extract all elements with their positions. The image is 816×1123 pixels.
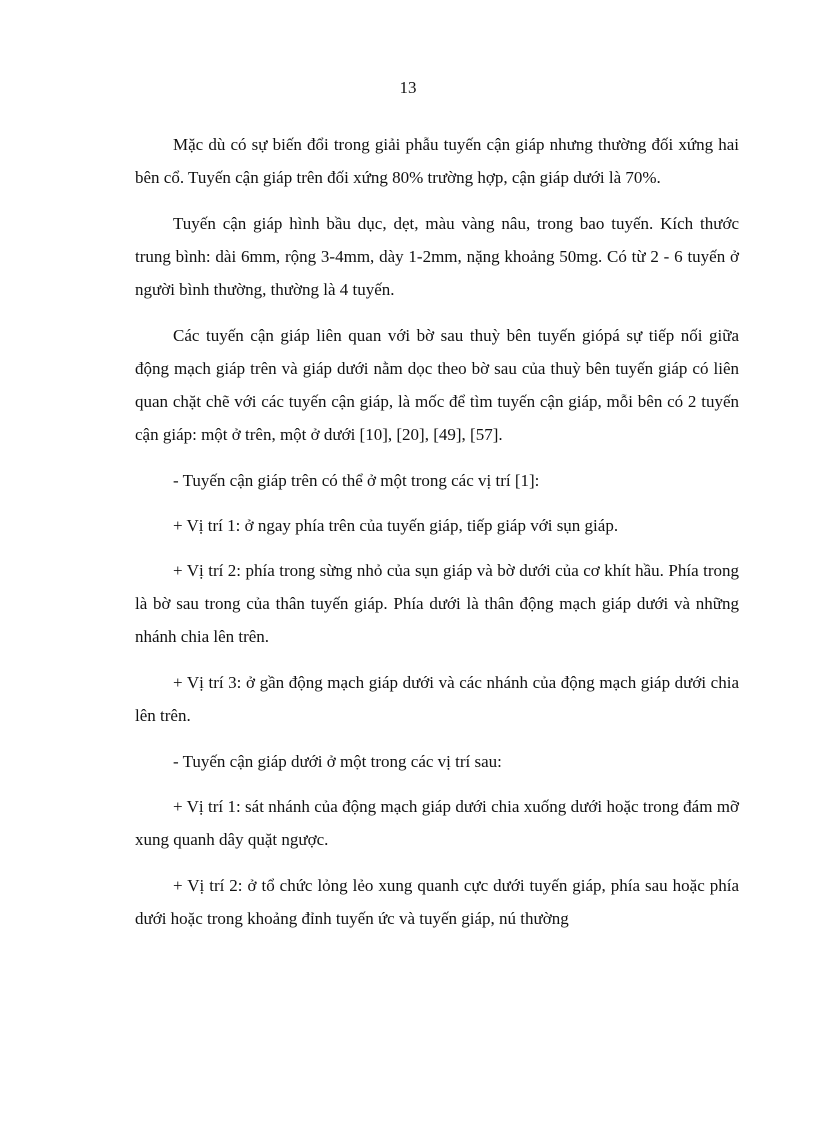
list-heading-upper: - Tuyến cận giáp trên có thể ở một trong các vị trí [1]: — [173, 471, 540, 490]
paragraph-symmetry: Mặc dù có sự biến đổi trong giải phẫu tuyến cận giáp nhưng thường đối xứng hai bên cổ. Tuyến cận giáp trên đối xứng 80% trường hợp, cận giáp dưới là 70%. — [135, 135, 739, 187]
page-number: 13 — [399, 78, 417, 97]
paragraph-relations: Các tuyến cận giáp liên quan với bờ sau thuỳ bên tuyến giópá sự tiếp nối giữa động mạch giáp trên và giáp dưới nằm dọc theo bờ sau của thuỳ bên tuyến giáp có liên quan chặt chẽ với các tuyến cận giáp, là mốc để tìm tuyến cận giáp, mỗi bên có 2 tuyến cận giáp: một ở trên, một ở dưới [10], [20], [49], [57]. — [135, 326, 739, 444]
list-heading-lower: - Tuyến cận giáp dưới ở một trong các vị trí sau: — [173, 752, 502, 771]
list-item-upper-1: + Vị trí 1: ở ngay phía trên của tuyến giáp, tiếp giáp với sụn giáp. — [173, 516, 619, 535]
list-item-upper-3: + Vị trí 3: ở gần động mạch giáp dưới và các nhánh của động mạch giáp dưới chia lên trên. — [135, 673, 739, 725]
list-item-lower-1: + Vị trí 1: sát nhánh của động mạch giáp dưới chia xuống dưới hoặc trong đám mỡ xung quanh dây quặt ngược. — [135, 797, 739, 849]
list-item-lower-2: + Vị trí 2: ở tổ chức lỏng lẻo xung quanh cực dưới tuyến giáp, phía sau hoặc phía dưới hoặc trong khoảng đỉnh tuyến ức và tuyến giáp, nú thường — [135, 876, 739, 928]
paragraph-shape-size: Tuyến cận giáp hình bầu dục, dẹt, màu vàng nâu, trong bao tuyến. Kích thước trung bình: dài 6mm, rộng 3-4mm, dày 1-2mm, nặng khoảng 50mg. Có từ 2 - 6 tuyến ở người bình thường, thường là 4 tuyến. — [135, 214, 739, 299]
list-item-upper-2: + Vị trí 2: phía trong sừng nhỏ của sụn giáp và bờ dưới của cơ khít hầu. Phía trong là bờ sau trong của thân tuyến giáp. Phía dưới là thân động mạch giáp dưới và những nhánh chia lên trên. — [135, 561, 739, 646]
body-text — [135, 128, 739, 948]
